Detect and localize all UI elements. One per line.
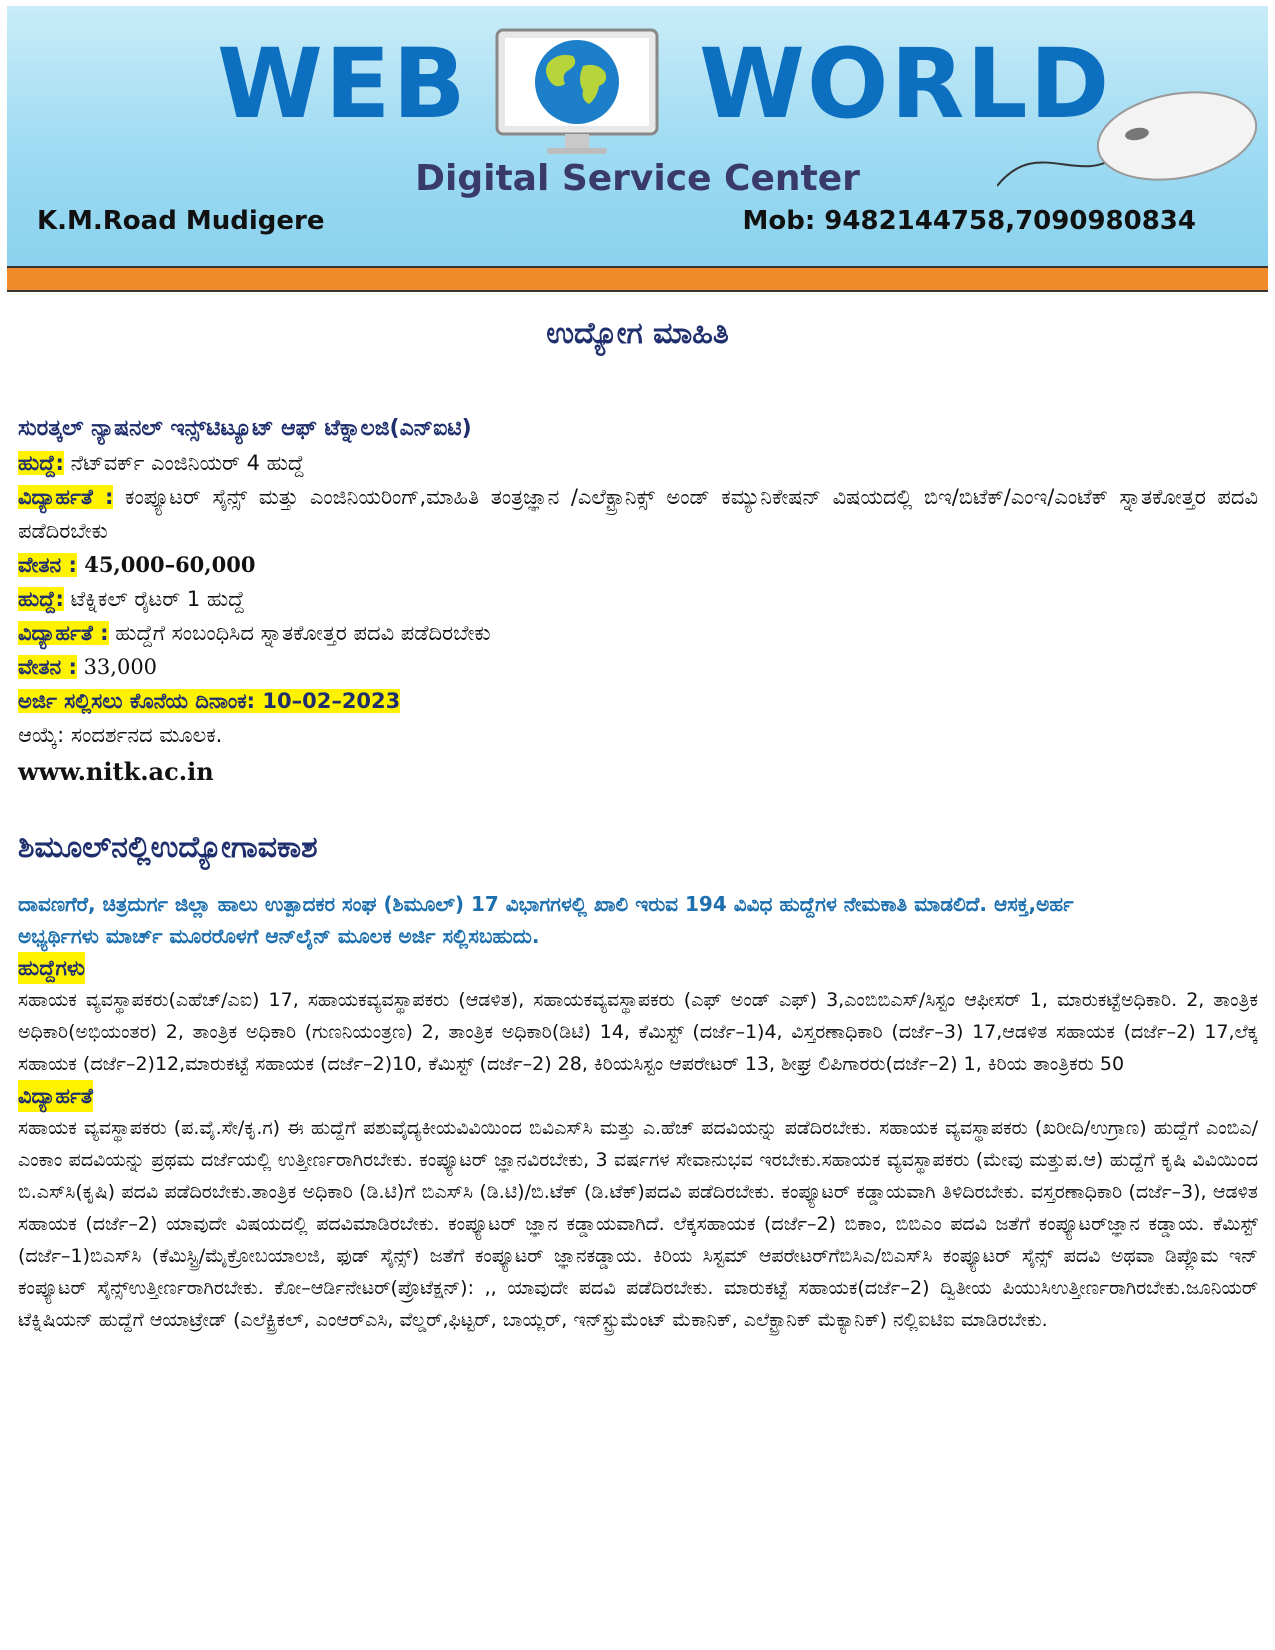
- page-title: ಉದ್ಯೋಗ ಮಾಹಿತಿ: [546, 316, 729, 351]
- brand-web: WEB: [217, 28, 468, 140]
- post2-label: ಹುದ್ದೆ:: [18, 587, 64, 611]
- pay1-label: ವೇತನ :: [18, 553, 77, 577]
- shimul-intro: ದಾವಣಗೆರೆ, ಚಿತ್ರದುರ್ಗ ಜಿಲ್ಲಾ ಹಾಲು ಉತ್ಪಾದಕರ ಸಂಘ (ಶಿಮೂಲ್) 17 ವಿಭಾಗಗಳಲ್ಲಿ ಖಾಲಿ ಇರುವ 194 ವಿವಿಧ ಹುದ್ದೆಗಳ ನೇಮಕಾತಿ ಮಾಡಲಿದೆ. ಆಸಕ್ತ,ಅರ್ಹ ಅಭ್ಯರ್ಥಿಗಳು ಮಾರ್ಚ್ ಮೂರರೊಳಗೆ ಆನ್‌ಲೈನ್ ಮೂಲಕ ಅರ್ಜಿ ಸಲ್ಲಿಸಬಹುದು.: [18, 892, 1074, 948]
- pay1-row: [18, 548, 1258, 582]
- nitk-website-link[interactable]: www.nitk.ac.in: [18, 757, 214, 786]
- qual2-row: [18, 616, 1258, 650]
- qual2-label: ವಿದ್ಯಾರ್ಹತೆ :: [18, 621, 109, 645]
- post1-label: ಹುದ್ದೆ:: [18, 451, 64, 475]
- shimul-section: [18, 826, 1258, 1336]
- header-banner: [7, 6, 1268, 266]
- post2-value: ಟೆಕ್ನಿಕಲ್ ರೈಟರ್ 1 ಹುದ್ದೆ: [63, 587, 245, 611]
- posts-label: ಹುದ್ದೆಗಳು: [18, 952, 85, 984]
- tagline: Digital Service Center: [415, 158, 860, 199]
- brand-world: WORLD: [699, 28, 1112, 140]
- pay2-value: 33,000: [76, 655, 158, 679]
- pay2-row: [18, 650, 1258, 684]
- shop-address: K.M.Road Mudigere: [37, 206, 325, 236]
- nitk-section: [18, 412, 1258, 792]
- qual1-value: ಕಂಪ್ಯೂಟರ್ ಸೈನ್ಸ್ ಮತ್ತು ಎಂಜಿನಿಯರಿಂಗ್,ಮಾಹಿತಿ ತಂತ್ರಜ್ಞಾನ /ಎಲೆಕ್ಟ್ರಾನಿಕ್ಸ್ ಅಂಡ್ ಕಮ್ಯುನಿಕೇಷನ್ ವಿಷಯದಲ್ಲಿ ಬಿಇ/ಬಿಟೆಕ್/ಎಂಇ/ಎಂಟೆಕ್ ಸ್ನಾತಕೋತ್ತರ ಪದವಿ ಪಡೆದಿರಬೇಕು: [18, 485, 1258, 543]
- post1-value: ನೆಟ್‌ವರ್ಕ್ ಎಂಜಿನಿಯರ್ 4 ಹುದ್ದೆ: [63, 451, 305, 475]
- qual1-row: [18, 480, 1258, 548]
- qualification-text: ಸಹಾಯಕ ವ್ಯವಸ್ಥಾಪಕರು (ಪ.ವೈ.ಸೇ/ಕೃ.ಗ) ಈ ಹುದ್ದೆಗೆ ಪಶುವೈದ್ಯಕೀಯವಿವಿಯಿಂದ ಬಿವಿಎಸ್‌ಸಿ ಮತ್ತು ಎ.ಹೆಚ್ ಪದವಿಯನ್ನು ಪಡೆದಿರಬೇಕು. ಸಹಾಯಕ ವ್ಯವಸ್ಥಾಪಕರು (ಖರೀದಿ/ಉಗ್ರಾಣ) ಹುದ್ದೆಗೆ ಎಂಬಿಎ/ಎಂಕಾಂ ಪದವಿಯನ್ನು ಪ್ರಥಮ ದರ್ಜೆಯಲ್ಲಿ ಉತ್ತೀರ್ಣರಾಗಿರಬೇಕು. ಕಂಪ್ಯೂಟರ್ ಜ್ಞಾನವಿರಬೇಕು, 3 ವರ್ಷಗಳ ಸೇವಾನುಭವ ಇರಬೇಕು.ಸಹಾಯಕ ವ್ಯವಸ್ಥಾಪಕರು (ಮೇವು ಮತ್ತುಪ.ಆ) ಹುದ್ದೆಗೆ ಕೃಷಿ ವಿವಿಯಿಂದ ಬಿ.ಎಸ್‌ಸಿ(ಕೃಷಿ) ಪದವಿ ಪಡೆದಿರಬೇಕು.ತಾಂತ್ರಿಕ ಅಧಿಕಾರಿ (ಡಿ.ಟಿ)ಗೆ ಬಿಎಸ್‌ಸಿ (ಡಿ.ಟಿ)/ಬಿ.ಟೆಕ್ (ಡಿ.ಟೆಕ್)ಪದವಿ ಪಡೆದಿರಬೇಕು. ಕಂಪ್ಯೂಟರ್ ಕಡ್ಡಾಯವಾಗಿ ತಿಳಿದಿರಬೇಕು. ವಸ್ತರಣಾಧಿಕಾರಿ (ದರ್ಜೆ–3), ಆಡಳಿತ ಸಹಾಯಕ (ದರ್ಜೆ–2) ಯಾವುದೇ ವಿಷಯದಲ್ಲಿ ಪದವಿಮಾಡಿರಬೇಕು. ಕಂಪ್ಯೂಟರ್ ಜ್ಞಾನ ಕಡ್ಡಾಯವಾಗಿದೆ. ಲೆಕ್ಕಸಹಾಯಕ (ದರ್ಜೆ–2) ಬಿಕಾಂ, ಬಿಬಿಎಂ ಪದವಿ ಜತೆಗೆ ಕಂಪ್ಯೂಟರ್‌ಜ್ಞಾನ ಕಡ್ಡಾಯ. ಕೆಮಿಸ್ಟ್ (ದರ್ಜೆ–1)ಬಿಎಸ್‌ಸಿ (ಕೆಮಿಸ್ಟ್ರಿ/ಮೈಕ್ರೋಬಯಾಲಜಿ, ಫುಡ್ ಸೈನ್ಸ್) ಜತೆಗೆ ಕಂಪ್ಯೂಟರ್ ಜ್ಞಾನಕಡ್ಡಾಯ. ಕಿರಿಯ ಸಿಸ್ಟಮ್ ಆಪರೇಟರ್‌ಗೆಬಿಸಿಎ/ಬಿಎಸ್‌ಸಿ ಕಂಪ್ಯೂಟರ್ ಸೈನ್ಸ್ ಪದವಿ ಅಥವಾ ಡಿಪ್ಲೊಮ ಇನ್ ಕಂಪ್ಯೂಟರ್ ಸೈನ್ಸ್‌ಉತ್ತೀರ್ಣರಾಗಿರಬೇಕು. ಕೋ–ಆರ್ಡಿನೇಟರ್(ಪ್ರೊಟೆಕ್ಷನ್): ,, ಯಾವುದೇ ಪದವಿ ಪಡೆದಿರಬೇಕು. ಮಾರುಕಟ್ಟೆ ಸಹಾಯಕ(ದರ್ಜೆ–2) ದ್ವಿತೀಯ ಪಿಯುಸಿಉತ್ತೀರ್ಣರಾಗಿರಬೇಕು.ಜೂನಿಯರ್ ಟೆಕ್ನಿಷಿಯನ್ ಹುದ್ದೆಗೆ ಆಯಾಟ್ರೇಡ್ (ಎಲೆಕ್ಟ್ರಿಕಲ್, ಎಂಆರ್‌ಎಸಿ, ವೆಲ್ಡರ್,ಫಿಟ್ಟರ್, ಬಾಯ್ಲರ್, ಇನ್‌ಸ್ಟ್ರುಮೆಂಟ್ ಮೆಕಾನಿಕ್, ಎಲೆಕ್ಟ್ರಾನಿಕ್ ಮೆಕ್ಯಾನಿಕ್) ನಲ್ಲಿಐಟಿಐ ಮಾಡಿರಬೇಕು.: [18, 1117, 1258, 1331]
- qualification-label: ವಿದ್ಯಾರ್ಹತೆ: [18, 1080, 93, 1112]
- deadline-row: [18, 684, 1258, 718]
- deadline-text: ಅರ್ಜಿ ಸಲ್ಲಿಸಲು ಕೊನೆಯ ದಿನಾಂಕ: 10–02–2023: [18, 689, 401, 713]
- post1-row: [18, 446, 1258, 480]
- nitk-org-name: ಸುರತ್ಕಲ್ ನ್ಯಾಷನಲ್ ಇನ್ಸ್‌ಟಿಟ್ಯೂಟ್ ಆಫ್ ಟೆಕ್ನಾಲಜಿ(ಎನ್‌ಐಟಿ): [18, 416, 472, 441]
- header-divider-bar: [7, 266, 1268, 292]
- mobile-numbers: Mob: 9482144758,7090980834: [742, 206, 1196, 236]
- posts-text: ಸಹಾಯಕ ವ್ಯವಸ್ಥಾಪಕರು(ಎಹೆಚ್/ಎಐ) 17, ಸಹಾಯಕವ್ಯವಸ್ಥಾಪಕರು (ಆಡಳಿತ), ಸಹಾಯಕವ್ಯವಸ್ಥಾಪಕರು (ಎಫ್ ಅಂಡ್ ಎಫ್) 3,ಎಂಬಿಬಿಎಸ್/ಸಿಸ್ಟಂ ಆಫೀಸರ್ 1, ಮಾರುಕಟ್ಟೆಅಧಿಕಾರಿ. 2, ತಾಂತ್ರಿಕ ಅಧಿಕಾರಿ(ಅಭಿಯಂತರ) 2, ತಾಂತ್ರಿಕ ಅಧಿಕಾರಿ (ಗುಣನಿಯಂತ್ರಣ) 2, ತಾಂತ್ರಿಕ ಅಧಿಕಾರಿ(ಡಿಟಿ) 14, ಕೆಮಿಸ್ಟ್ (ದರ್ಜೆ–1)4, ವಿಸ್ತರಣಾಧಿಕಾರಿ (ದರ್ಜೆ–3) 17,ಆಡಳಿತ ಸಹಾಯಕ (ದರ್ಜೆ–2) 17,ಲೆಕ್ಕ ಸಹಾಯಕ (ದರ್ಜೆ–2)12,ಮಾರುಕಟ್ಟೆ ಸಹಾಯಕ (ದರ್ಜೆ–2)10, ಕೆಮಿಸ್ಟ್ (ದರ್ಜೆ–2) 28, ಕಿರಿಯಸಿಸ್ಟಂ ಆಪರೇಟರ್ 13, ಶೀಘ್ರ ಲಿಪಿಗಾರರು(ದರ್ಜೆ–2) 1, ಕಿರಿಯ ತಾಂತ್ರಿಕರು 50: [18, 989, 1258, 1075]
- monitor-globe-icon: [487, 26, 667, 166]
- pay2-label: ವೇತನ :: [18, 655, 77, 679]
- qual1-label: ವಿದ್ಯಾರ್ಹತೆ :: [18, 485, 114, 509]
- pay1-value: 45,000–60,000: [76, 552, 256, 577]
- qual2-value: ಹುದ್ದೆಗೆ ಸಂಬಂಧಿಸಿದ ಸ್ನಾತಕೋತ್ತರ ಪದವಿ ಪಡೆದಿರಬೇಕು: [108, 621, 491, 645]
- post2-row: [18, 582, 1258, 616]
- shimul-title: ಶಿಮೂಲ್‌ನಲ್ಲಿಉದ್ಯೋಗಾವಕಾಶ: [18, 830, 318, 865]
- selection-text: ಆಯ್ಕೆ: ಸಂದರ್ಶನದ ಮೂಲಕ.: [18, 723, 223, 747]
